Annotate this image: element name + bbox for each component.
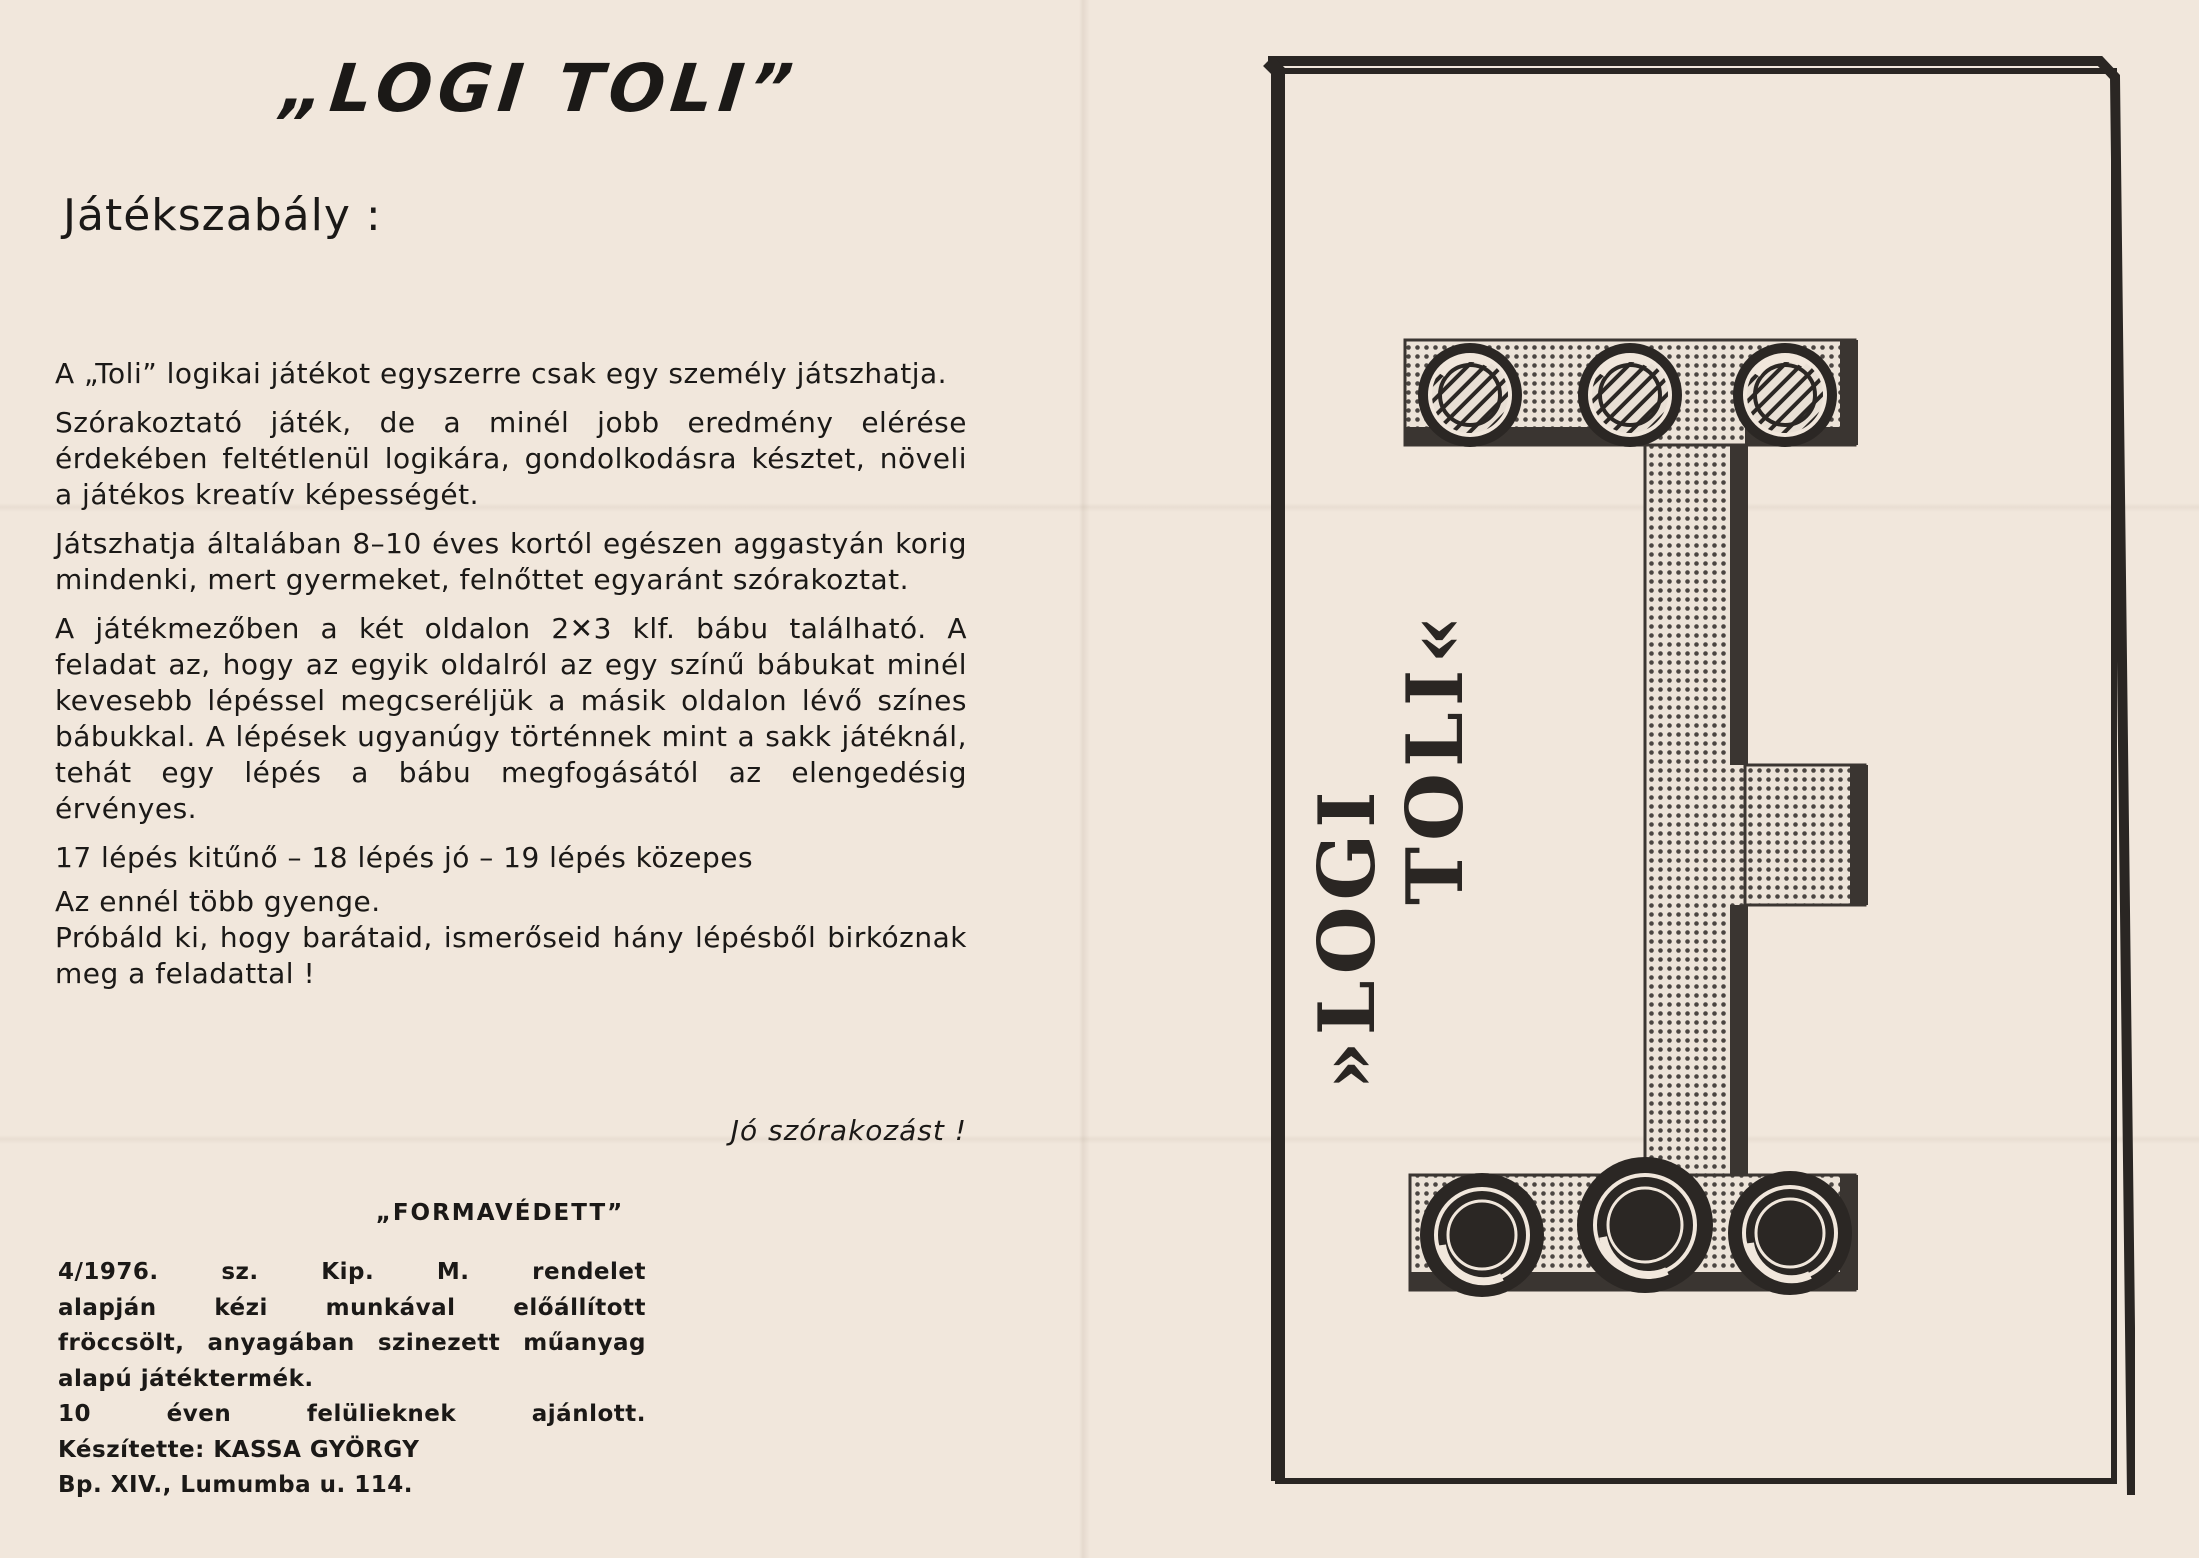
paragraph-intro: A „Toli” logikai játékot egyszerre csak egy személy játszhatja.: [55, 357, 948, 390]
imprint-line: Készítette: KASSA GYÖRGY: [58, 1436, 420, 1463]
cover-title-toli: TOLI«: [1390, 608, 1481, 905]
imprint-line: 4/1976. sz. Kip. M. rendelet: [58, 1259, 646, 1285]
design-protected-notice: „FORMAVÉDETT”: [375, 1200, 625, 1226]
rules-heading: Játékszabály :: [63, 190, 382, 241]
paragraph-weak: Az ennél több gyenge.: [55, 885, 381, 918]
paragraph-challenge: Próbáld ki, hogy barátaid, ismerőseid hány lépésből birkóznak meg a feladattal !: [55, 921, 967, 990]
paragraph-purpose: Szórakoztató játék, de a minél jobb eredmény elérése érdekében feltétlenül logikára, gondolkodásra késztet, növeli a játékos kreatív képességét.: [55, 406, 967, 511]
bottom-pieces: [1420, 1157, 1852, 1297]
paragraph-scoring: 17 lépés kitűnő – 18 lépés jó – 19 lépés közepes: [55, 841, 754, 874]
imprint-line: 10 éven felülieknek ajánlott.: [58, 1401, 646, 1427]
rules-text: [55, 356, 967, 1005]
imprint-line: Bp. XIV., Lumumba u. 114.: [58, 1472, 414, 1498]
paragraph-task: A játékmezőben a két oldalon 2✕3 klf. bábu található. A feladat az, hogy az egyik oldalról az egy színű bábukat minél kevesebb lépéssel megcseréljük a másik oldalon lévő színes bábukkal. A lépések ugyanúgy történnek mint a sakk játéknál, tehát egy lépés a bábu megfogásától az elengedésig érvényes.: [55, 612, 967, 825]
rules-page: [0, 0, 1080, 1558]
game-title: „LOGI TOLI”: [277, 50, 803, 127]
paragraph-age: Játszhatja általában 8–10 éves kortól egészen aggastyán korig mindenki, mert gyermeket, felnőttet egyaránt szórakoztat.: [55, 527, 967, 596]
top-pieces: [1418, 343, 1837, 447]
imprint-line: alapján kézi munkával előállított: [58, 1294, 646, 1321]
cover-title-logi: »LOGI: [1302, 785, 1393, 1090]
imprint-line: alapú játéktermék.: [58, 1365, 314, 1392]
signoff: Jó szórakozást !: [730, 1114, 967, 1147]
imprint-line: fröccsölt, anyagában szinezett műanyag: [58, 1330, 646, 1356]
imprint: [58, 1255, 646, 1504]
